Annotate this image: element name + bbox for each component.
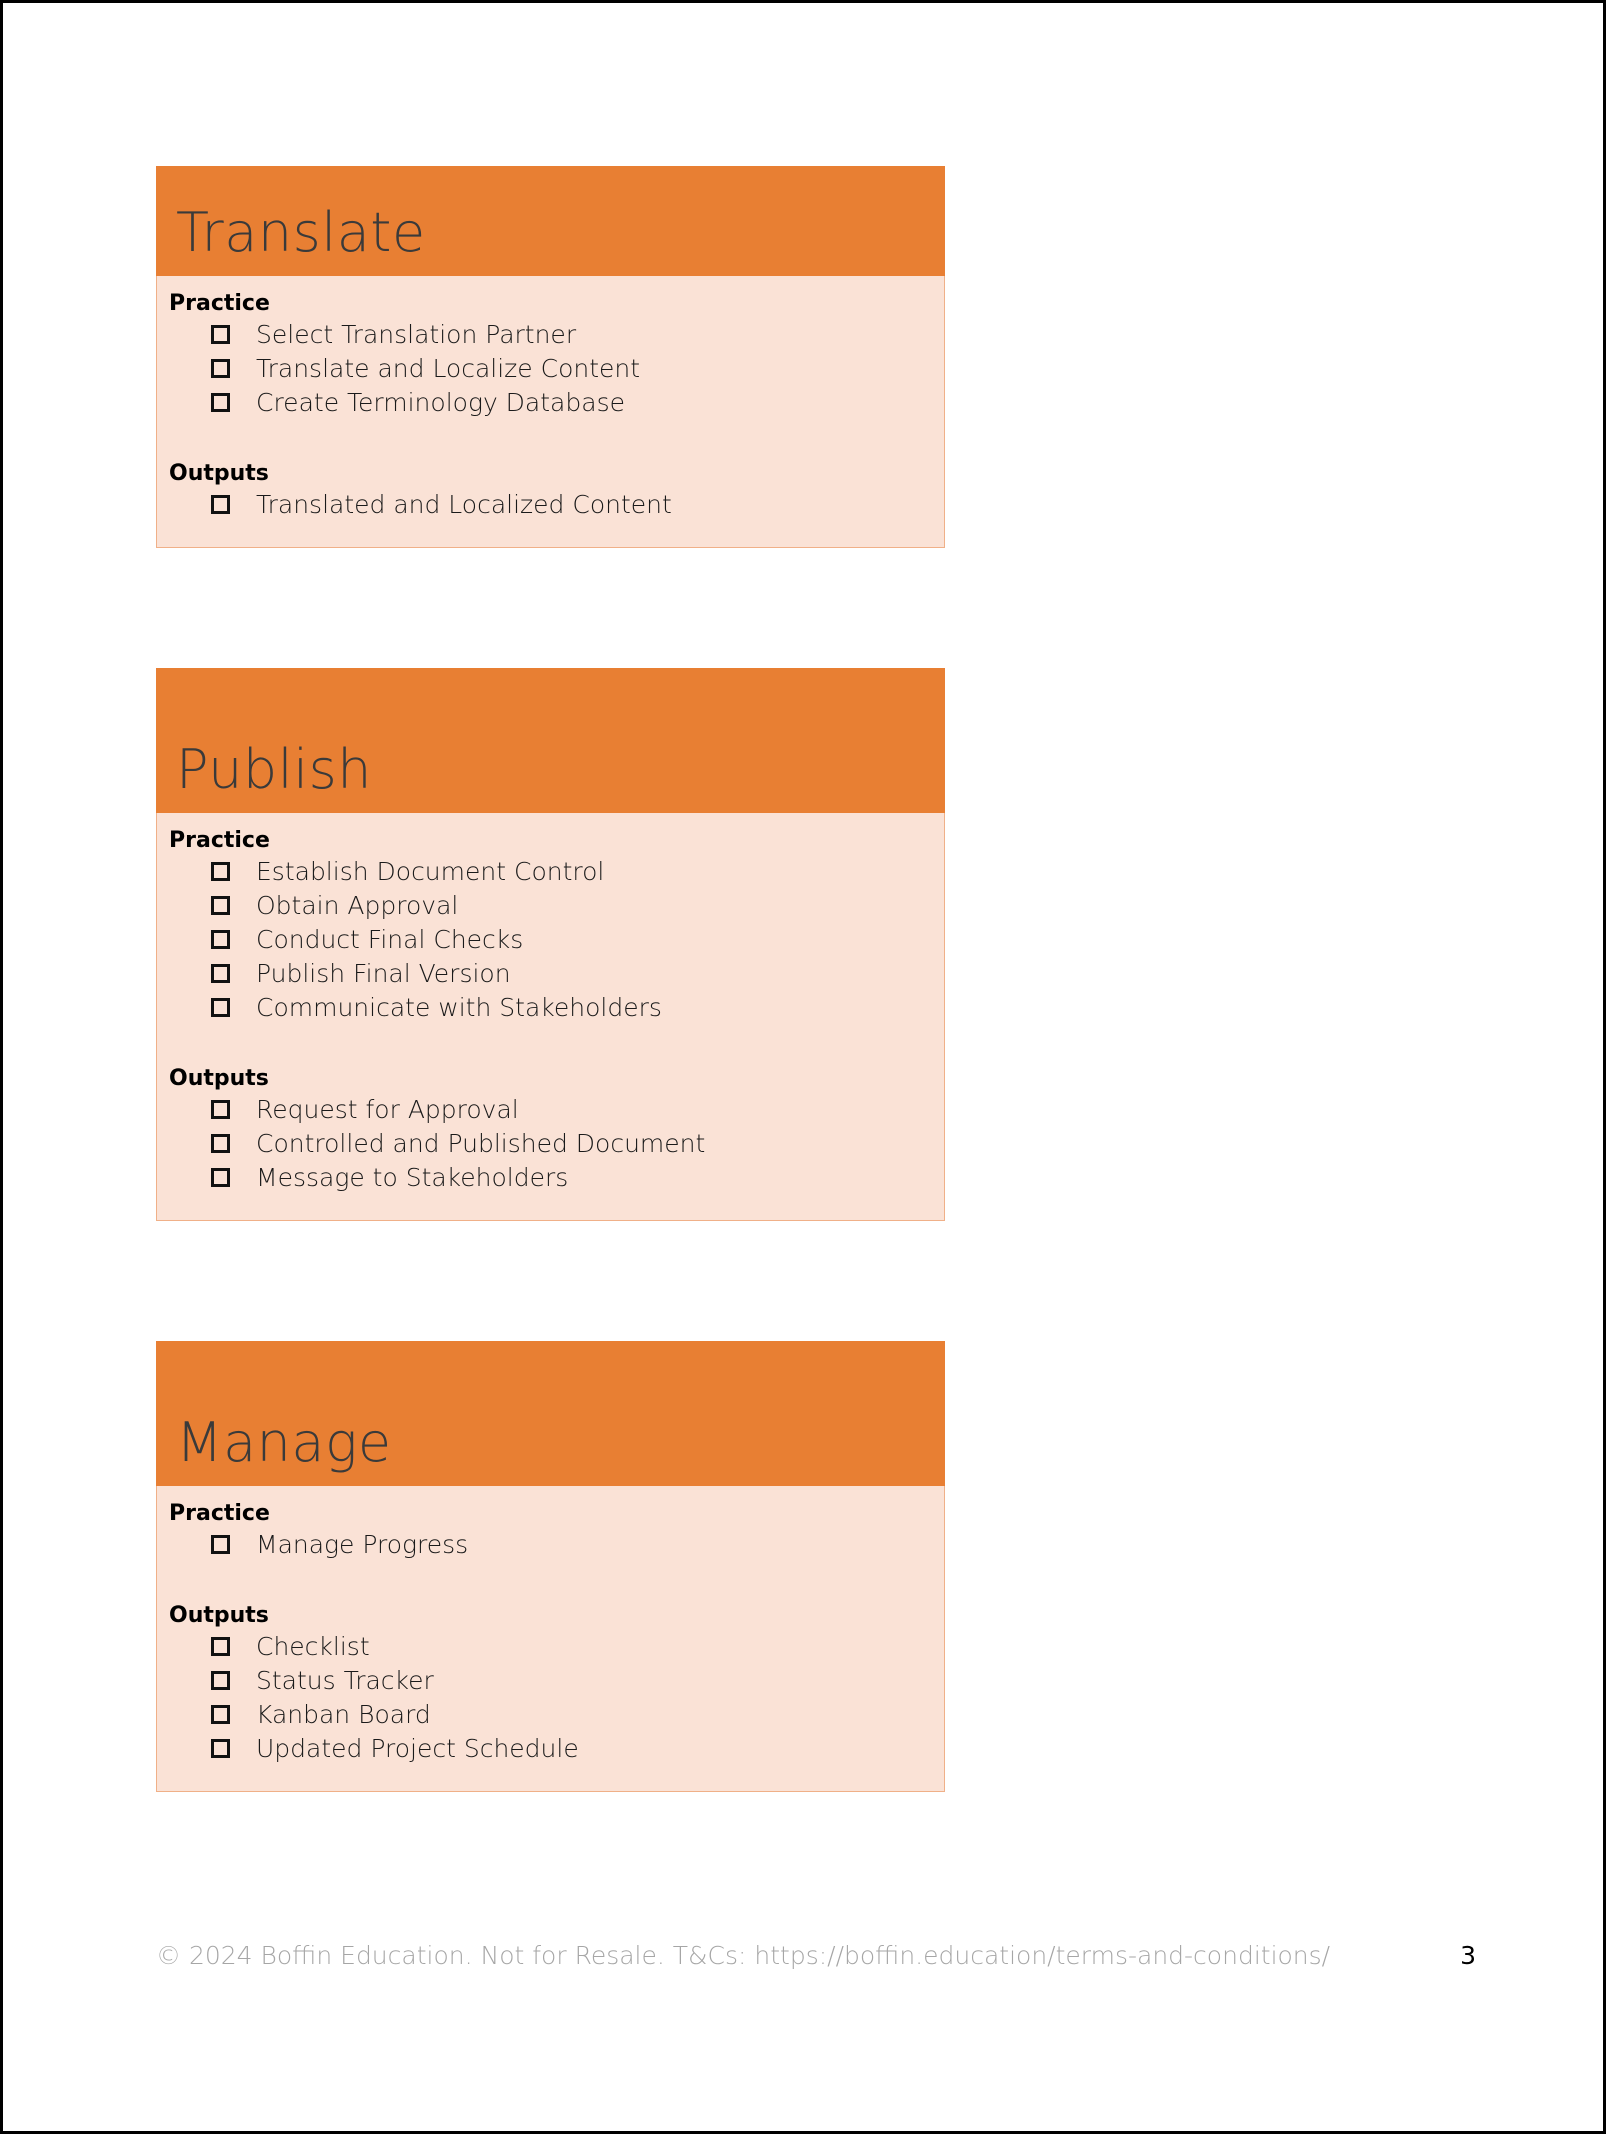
checklist-item-label: Obtain Approval (256, 891, 459, 920)
practice-checklist (157, 318, 944, 420)
checkbox-icon[interactable] (211, 862, 230, 881)
card-body (156, 1486, 945, 1792)
outputs-label: Outputs (169, 1065, 269, 1091)
checklist-item[interactable] (211, 1731, 944, 1765)
card-body (156, 276, 945, 548)
checkbox-icon[interactable] (211, 1705, 230, 1724)
checklist-item-label: Updated Project Schedule (256, 1733, 579, 1763)
checkbox-icon[interactable] (211, 1739, 230, 1758)
checklist-item[interactable] (211, 991, 944, 1025)
checklist-item[interactable] (211, 1528, 944, 1562)
page-footer (156, 1941, 1477, 1970)
checklist-item[interactable] (211, 1126, 944, 1160)
outputs-checklist (157, 487, 944, 521)
page-number: 3 (1460, 1941, 1477, 1970)
checklist-item[interactable] (211, 1160, 944, 1194)
checklist-item-label: Select Translation Partner (256, 320, 577, 349)
checkbox-icon[interactable] (211, 1134, 230, 1153)
process-card (156, 166, 945, 548)
checklist-item-label: Publish Final Version (256, 959, 511, 988)
card-header (156, 668, 945, 813)
checklist-item-label: Message to Stakeholders (256, 1162, 569, 1192)
practice-checklist (157, 855, 944, 1025)
checkbox-icon[interactable] (211, 1535, 230, 1554)
checkbox-icon[interactable] (211, 393, 230, 412)
section-spacer (157, 1025, 944, 1065)
checkbox-icon[interactable] (211, 1168, 230, 1187)
checklist-item[interactable] (211, 855, 944, 889)
process-card (156, 668, 945, 1221)
card-header (156, 1341, 945, 1486)
checklist-item[interactable] (211, 386, 944, 420)
checkbox-icon[interactable] (211, 325, 230, 344)
checkbox-icon[interactable] (211, 930, 230, 949)
checklist-item-label: Translate and Localize Content (256, 354, 641, 383)
checklist-item-label: Conduct Final Checks (256, 925, 524, 954)
card-title: Translate (176, 201, 426, 264)
checklist-item-label: Status Tracker (256, 1665, 434, 1695)
checklist-item[interactable] (211, 352, 944, 386)
checklist-item-label: Controlled and Published Document (256, 1128, 706, 1158)
card-title: Publish (176, 738, 372, 801)
checkbox-icon[interactable] (211, 1637, 230, 1656)
checkbox-icon[interactable] (211, 1100, 230, 1119)
checklist-item-label: Establish Document Control (256, 857, 605, 886)
section-spacer (157, 420, 944, 460)
checklist-item[interactable] (211, 1663, 944, 1697)
practice-label: Practice (169, 291, 270, 316)
checklist-item-label: Create Terminology Database (256, 388, 625, 417)
outputs-checklist (157, 1629, 944, 1765)
outputs-label: Outputs (169, 1602, 269, 1628)
card-body (156, 813, 945, 1221)
outputs-checklist (157, 1092, 944, 1194)
card-header (156, 166, 945, 276)
footer-copyright-text: © 2024 Boffin Education. Not for Resale. T&Cs: https://boffin.education/terms-and-conditions/ (156, 1941, 1331, 1970)
checklist-item[interactable] (211, 1092, 944, 1126)
checklist-item-label: Communicate with Stakeholders (256, 993, 662, 1022)
outputs-label: Outputs (169, 460, 269, 486)
checklist-item[interactable] (211, 1697, 944, 1731)
card-title: Manage (176, 1411, 392, 1474)
checklist-item[interactable] (211, 923, 944, 957)
checklist-item[interactable] (211, 889, 944, 923)
checklist-item[interactable] (211, 957, 944, 991)
checkbox-icon[interactable] (211, 964, 230, 983)
section-spacer (157, 1562, 944, 1602)
checklist-item-label: Kanban Board (256, 1699, 431, 1729)
checklist-item-label: Request for Approval (256, 1094, 519, 1124)
practice-checklist (157, 1528, 944, 1562)
practice-label: Practice (169, 1501, 270, 1526)
process-card (156, 1341, 945, 1792)
checkbox-icon[interactable] (211, 896, 230, 915)
card-list (156, 166, 945, 1912)
checkbox-icon[interactable] (211, 495, 230, 514)
checklist-item-label: Checklist (256, 1631, 370, 1661)
practice-label: Practice (169, 828, 270, 853)
checkbox-icon[interactable] (211, 998, 230, 1017)
checklist-item[interactable] (211, 318, 944, 352)
checklist-item-label: Translated and Localized Content (256, 489, 672, 519)
checkbox-icon[interactable] (211, 359, 230, 378)
checklist-item-label: Manage Progress (256, 1530, 469, 1559)
checklist-item[interactable] (211, 1629, 944, 1663)
checkbox-icon[interactable] (211, 1671, 230, 1690)
checklist-item[interactable] (211, 487, 944, 521)
